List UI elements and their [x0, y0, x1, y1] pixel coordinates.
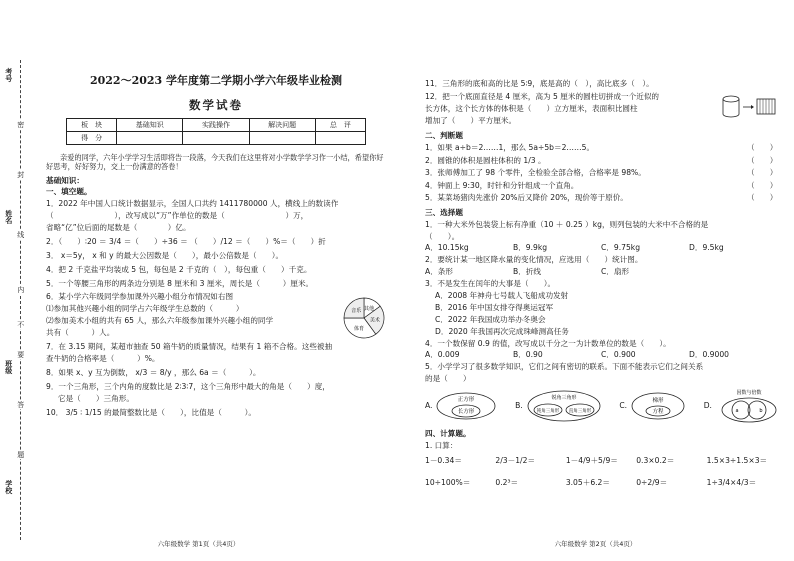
score-header: 实践操作 [183, 119, 249, 132]
option[interactable]: A．2008 年神舟七号载人飞船成功发射 [435, 290, 569, 300]
option-letter: A. [425, 400, 433, 410]
question-9a: 9．一个三角形，三个内角的度数比是 2∶3∶7，这个三角形中最大的角是（ ）度， [46, 382, 330, 392]
score-cell[interactable] [249, 132, 315, 145]
venn-c-diagram [630, 391, 686, 421]
question-9b: 它是（ ）三角形。 [58, 394, 134, 404]
school-label: 学校 [4, 480, 13, 494]
judge-answer-box[interactable]: （ ） [747, 180, 778, 190]
calc-item: 0.3×0.2＝ [636, 456, 675, 466]
score-label: 得 分 [67, 132, 117, 145]
calc-item: 1.5×3÷1.5×3＝ [706, 456, 768, 466]
venn-d-title: 因数与倍数 [736, 389, 762, 396]
left-content [46, 74, 386, 418]
score-cell[interactable] [183, 132, 249, 145]
option[interactable]: B．折线 [513, 266, 541, 276]
venn-option-d[interactable] [704, 388, 777, 424]
question-12a: 12．把一个底面直径是 4 厘米，高为 5 厘米的圆柱切拼成一个近似的 [425, 92, 660, 102]
venn-d-diagram [715, 388, 777, 424]
choice-1-options [425, 243, 777, 252]
venn-option-a[interactable] [425, 391, 497, 421]
seal-word: 要 [16, 351, 25, 358]
seal-word: 不 [16, 321, 25, 328]
question-6-2: ⑵参加美术小组的共有 65 人，那么六年级参加课外兴趣小组的同学 [46, 316, 274, 326]
option[interactable]: B．2016 年中国女排夺得奥运冠军 [435, 302, 554, 312]
option[interactable]: C．扇形 [601, 266, 630, 276]
venn-d-b: b [759, 407, 763, 414]
judge-item [425, 156, 777, 165]
seal-word: 线 [16, 231, 25, 238]
choice-3: 3．不是发生在闰年的大事是（ ）。 [425, 278, 556, 288]
venn-a-inner: 长方形 [458, 408, 475, 415]
choice-5a: 5．小学学习了很多数学知识，它们之间有密切的联系。下面不能表示它们之间关系 [425, 362, 704, 372]
option[interactable]: D．2020 年我国再次完成珠峰测高任务 [435, 326, 569, 336]
calc-item: 0÷2/9＝ [636, 477, 668, 487]
section-judge: 二、判断题 [425, 130, 463, 140]
score-table [66, 118, 366, 145]
venn-c-outer: 梯形 [652, 397, 664, 404]
left-footer: 六年级数学 第1页（共4页） [157, 539, 240, 548]
calc-item: 1－4/9＋5/9＝ [565, 456, 618, 466]
seal-word: 题 [16, 451, 25, 458]
calc-row-1 [425, 456, 777, 465]
option[interactable]: A．条形 [425, 266, 453, 276]
score-header: 总 评 [315, 119, 365, 132]
judge-item [425, 168, 777, 177]
question-1b: （ ），改写成以“万”作单位的数是（ ）万， [46, 210, 309, 220]
judge-text: 3．张师傅加工了 98 个零件，全检验全部合格，合格率是 98%。 [425, 168, 646, 178]
question-12b: 长方体，这个长方体的体积是（ ）立方厘米，表面积比圆柱 [425, 104, 638, 114]
greeting-text: 亲爱的同学，六年小学学习生活即将告一段落，今天我们在这里将对小学数学学习作一小结，希望你好好思考，好好努力，交上一份满意的答卷！ [46, 153, 384, 172]
interest-group-pie-chart [342, 296, 386, 340]
judge-answer-box[interactable]: （ ） [747, 143, 778, 153]
pie-label: 其他 [363, 306, 375, 313]
score-cell[interactable] [117, 132, 183, 145]
seal-line [20, 60, 21, 540]
judge-text: 5．某菜场猪肉先涨价 20%后又降价 20%，现价等于原价。 [425, 193, 628, 203]
venn-option-b[interactable] [515, 389, 602, 423]
calc-row-2 [425, 478, 777, 487]
option[interactable]: B．9.9kg [513, 243, 548, 253]
option[interactable]: D．0.9000 [689, 350, 730, 360]
calc-subtitle: 1. 口算： [425, 440, 458, 450]
right-content [425, 76, 777, 487]
question-6: 6．某小学六年级同学参加课外兴趣小组分布情况如右图 [46, 292, 234, 302]
venn-b-right: 直角三角形 [568, 408, 591, 414]
judge-item [425, 193, 777, 202]
option-letter: C. [619, 400, 628, 410]
question-12c: 增加了（ ）平方厘米。 [425, 116, 517, 126]
choice-1a: 1．一种大米外包装袋上标有净重（10 ＋ 0.25 ）kg，则列包装的大米中不合格的是 [425, 219, 709, 229]
question-8: 8．如果 x、y 互为倒数， x/3 ＝ 8/y ，那么 6a ＝（ ）。 [46, 368, 261, 378]
venn-b-diagram [526, 389, 602, 423]
question-1c: 省略“亿”位后面的尾数是（ ）亿。 [46, 222, 191, 232]
section-calc: 四、计算题。 [425, 428, 471, 438]
choice-2-options [425, 267, 777, 276]
pie-label: 体育 [353, 326, 365, 333]
pie-label: 音乐 [351, 308, 362, 315]
choice-4: 4．一个数保留 0.9 的值，改写成以千分之一为计数单位的数是（ ）。 [425, 338, 671, 348]
judge-text: 4．钟面上 9:30，时针和分针组成一个直角。 [425, 180, 579, 190]
judge-item [425, 181, 777, 190]
section-choice: 三、选择题 [425, 207, 463, 217]
right-footer: 六年级数学 第2页（共4页） [554, 539, 637, 548]
judge-answer-box[interactable]: （ ） [747, 168, 778, 178]
judge-text: 2．圆锥的体积是圆柱体积的 1/3 。 [425, 155, 546, 165]
pie-label: 美术 [369, 318, 380, 325]
question-7a: 7．在 3.15 期间，某超市抽查 50 箱牛奶的质量情况，结果有 1 箱不合格。这些被抽 [46, 342, 333, 352]
question-1a: 1．2022 年中国人口统计数据显示，全国人口共约 1411780000 人，横线上的数读作 [46, 198, 339, 208]
question-10: 10． 3/5 ∶ 1/15 的最简整数比是（ ），比值是（ ）。 [46, 408, 257, 418]
venn-a-outer: 正方形 [458, 396, 475, 403]
seal-word: 答 [16, 401, 25, 408]
question-6-1: ⑴参加其他兴趣小组的同学占六年级学生总数的（ ） [46, 304, 244, 314]
calc-item: 2/3－1/2＝ [495, 456, 536, 466]
question-2: 2．（ ）∶20 ＝ 3/4 ＝（ ）÷36 ＝ （ ）/12 ＝（ ）%＝（ ）折 [46, 236, 326, 246]
question-5: 5．一个等腰三角形的两条边分别是 8 厘米和 3 厘米，周长是（ ）厘米。 [46, 278, 314, 288]
option[interactable]: D．9.5kg [689, 243, 724, 253]
venn-b-top: 锐角三角形 [551, 394, 577, 401]
section-fill: 一、填空题。 [46, 186, 92, 196]
binding-margin [0, 60, 42, 540]
exam-subtitle: 数学试卷 [189, 97, 243, 112]
calc-item: 1－0.34＝ [425, 456, 462, 466]
option[interactable]: C．0.900 [601, 350, 636, 360]
option[interactable]: C．9.75kg [601, 243, 641, 253]
venn-b-left: 钝角三角形 [536, 408, 559, 414]
class-label: 班级 [4, 360, 13, 374]
score-header: 解决问题 [249, 119, 315, 132]
seal-word: 密 [16, 121, 25, 128]
judge-text: 1．如果 a÷b＝2……1，那么 5a÷5b＝2……5。 [425, 143, 595, 153]
right-page [397, 0, 794, 561]
score-header: 板 块 [67, 119, 117, 132]
judge-answer-box[interactable]: （ ） [747, 155, 778, 165]
question-7b: 查牛奶的合格率是（ ）%。 [46, 354, 160, 364]
section-basic: 基础知识： [46, 176, 84, 186]
cylinder-cut-figure [721, 94, 777, 120]
option[interactable]: A．10.15kg [425, 243, 469, 253]
venn-a-diagram [435, 391, 497, 421]
choice-5b: 的是（ ） [425, 374, 471, 384]
score-cell[interactable] [315, 132, 365, 145]
option[interactable]: C．2022 年我国成功举办冬奥会 [435, 314, 546, 324]
name-label: 姓名 [4, 210, 13, 224]
judge-answer-box[interactable]: （ ） [747, 193, 778, 203]
choice-4-options [425, 350, 777, 359]
exam-title: 2022～2023 学年度第二学期小学六年级毕业检测 [89, 74, 343, 87]
option-letter: D. [703, 400, 712, 410]
calc-item: 0.2³＝ [495, 477, 519, 487]
judge-item [425, 143, 777, 152]
seal-word: 内 [16, 286, 25, 293]
score-header: 基础知识 [117, 119, 183, 132]
calc-item: 10÷100%＝ [425, 477, 471, 487]
seal-word: 封 [16, 171, 25, 178]
question-11: 11．三角形的底和高的比是 5∶9，底是高的（ ），高比底多（ ）。 [425, 78, 654, 88]
venn-options [425, 388, 777, 424]
option-letter: B. [515, 400, 523, 410]
calc-item: 3.05＋6.2＝ [565, 477, 610, 487]
venn-option-c[interactable] [619, 391, 686, 421]
venn-c-inner: 方程 [652, 408, 664, 415]
question-6-3: 共有（ ）人。 [46, 328, 115, 338]
option[interactable]: A．0.009 [425, 350, 460, 360]
venn-d-a: a [735, 407, 739, 414]
option[interactable]: B．0.90 [513, 350, 543, 360]
choice-2: 2．要统计某一地区降水量的变化情况，应选用（ ）统计图。 [425, 255, 643, 265]
exam-number-label: 考号 [4, 68, 13, 82]
question-3: 3． x＝5y， x 和 y 的最大公因数是（ ），最小公倍数是（ ）。 [46, 250, 284, 260]
choice-1b: （ ）。 [425, 231, 460, 241]
question-4: 4．把 2 千克盐平均装成 5 包，每包是 2 千克的（ ），每包重（ ）千克。 [46, 264, 312, 274]
calc-item: 1÷3/4×4/3＝ [706, 477, 757, 487]
